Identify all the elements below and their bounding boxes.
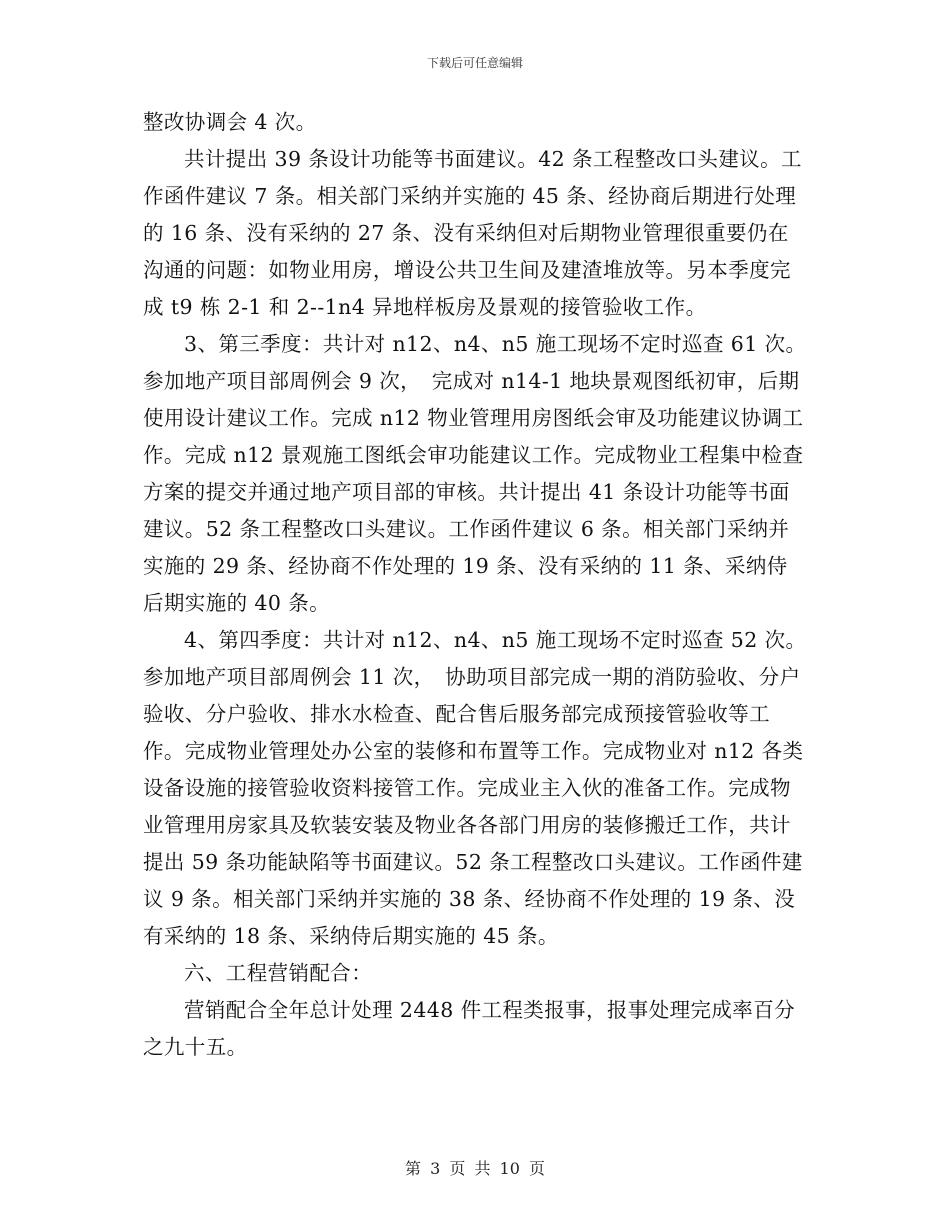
paragraph: 整改协调会 4 次。 xyxy=(143,110,317,134)
paragraph: 共计提出 39 条设计功能等书面建议。42 条工程整改口头建议。工作函件建议 7 条。相关部门采纳并实施的 45 条、经协商后期进行处理的 16 条、没有采纳的 27 条、没有采纳但对后期物业管理很重要仍在沟通的问题：如物业用房，增设公共卫生间及建渣堆放等。另本季度完成 t9 栋 2-1 和 2--1n4 异地样板房及景观的接管验收工作。 xyxy=(143,147,802,319)
page-header: 下载后可任意编辑 xyxy=(426,56,523,70)
paragraph: 4、第四季度：共计对 n12、n4、n5 施工现场不定时巡查 52 次。参加地产项目部周例会 11 次， 协助项目部完成一期的消防验收、分户验收、分户验收、排水水检查、配合售后服务部完成预接管验收等工作。完成物业管理处办公室的装修和布置等工作。完成物业对 n12 各类设备设施的接管验收资料接管工作。完成业主入伙的准备工作。完成物业管理用房家具及软装安装及物业各各部门用房的装修搬迁工作，共计提出 59 条功能缺陷等书面建议。52 条工程整改口头建议。工作函件建议 9 条。相关部门采纳并实施的 38 条、经协商不作处理的 19 条、没有采纳的 18 条、采纳侍后期实施的 45 条。 xyxy=(143,628,807,948)
page-number-footer: 第 3 页 共 10 页 xyxy=(405,1159,545,1178)
section-heading: 六、工程营销配合： xyxy=(184,961,373,985)
paragraph: 3、第三季度：共计对 n12、n4、n5 施工现场不定时巡查 61 次。参加地产项目部周例会 9 次， 完成对 n14-1 地块景观图纸初审，后期使用设计建议工作。完成 n12 物业管理用房图纸会审及功能建议协调工作。完成 n12 景观施工图纸会审功能建议工作。完成物业工程集中检查方案的提交并通过地产项目部的审核。共计提出 41 条设计功能等书面建议。52 条工程整改口头建议。工作函件建议 6 条。相关部门采纳并实施的 29 条、经协商不作处理的 19 条、没有采纳的 11 条、采纳侍后期实施的 40 条。 xyxy=(143,332,807,615)
paragraph: 营销配合全年总计处理 2448 件工程类报事，报事处理完成率百分之九十五。 xyxy=(143,998,796,1059)
document-body xyxy=(143,104,807,1066)
